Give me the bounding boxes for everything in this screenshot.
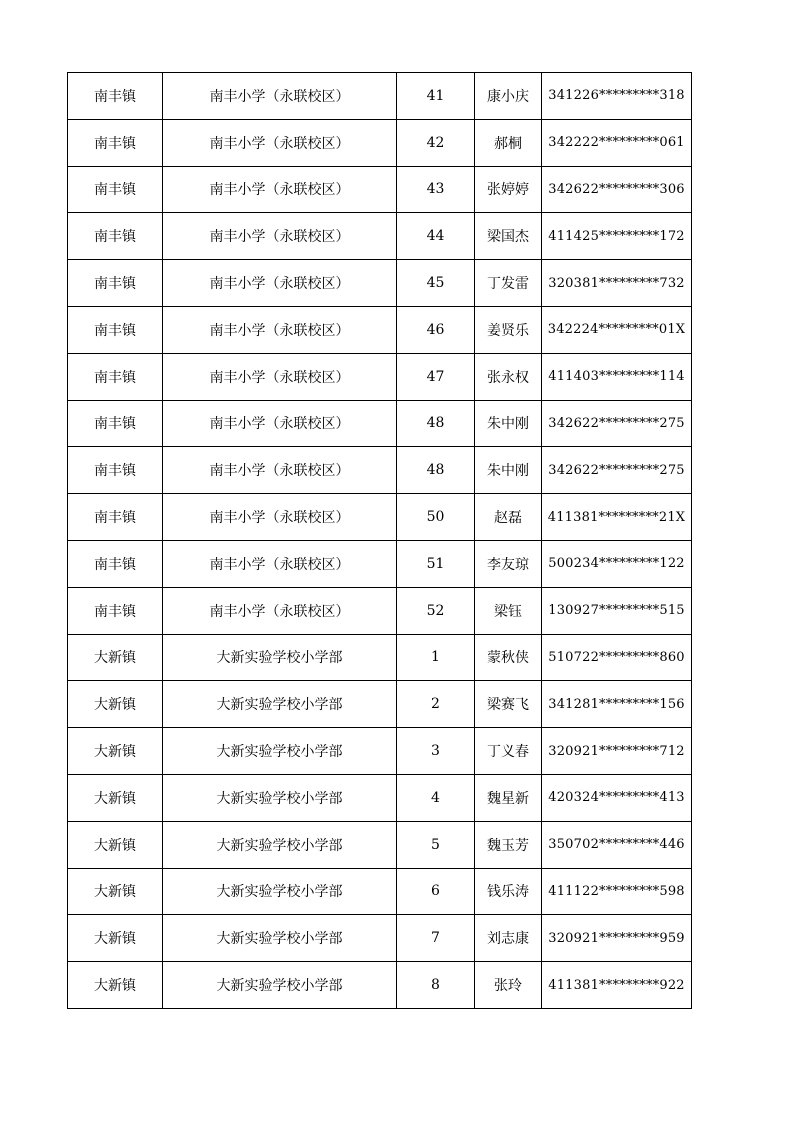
id-number-cell: 342622*********306 [542, 166, 692, 213]
person-name-cell: 刘志康 [475, 915, 542, 962]
id-number-cell: 500234*********122 [542, 540, 692, 587]
person-name-cell: 康小庆 [475, 73, 542, 120]
town-cell: 南丰镇 [68, 306, 163, 353]
school-cell: 南丰小学（永联校区） [163, 213, 397, 260]
table-row [68, 400, 692, 447]
school-cell: 大新实验学校小学部 [163, 728, 397, 775]
school-cell: 南丰小学（永联校区） [163, 119, 397, 166]
table-row [68, 868, 692, 915]
table-row [68, 73, 692, 120]
id-number-cell: 342224*********01X [542, 306, 692, 353]
id-number-cell: 341281*********156 [542, 681, 692, 728]
number-cell: 4 [397, 774, 475, 821]
person-name-cell: 丁发雷 [475, 260, 542, 307]
id-number-cell: 341226*********318 [542, 73, 692, 120]
id-number-cell: 411122*********598 [542, 868, 692, 915]
town-cell: 南丰镇 [68, 494, 163, 541]
table-row [68, 587, 692, 634]
number-cell: 52 [397, 587, 475, 634]
town-cell: 南丰镇 [68, 166, 163, 213]
person-name-cell: 张婷婷 [475, 166, 542, 213]
id-number-cell: 420324*********413 [542, 774, 692, 821]
number-cell: 46 [397, 306, 475, 353]
town-cell: 南丰镇 [68, 540, 163, 587]
town-cell: 南丰镇 [68, 213, 163, 260]
town-cell: 南丰镇 [68, 260, 163, 307]
person-name-cell: 蒙秋侠 [475, 634, 542, 681]
person-name-cell: 梁赛飞 [475, 681, 542, 728]
table-row [68, 494, 692, 541]
person-name-cell: 魏玉芳 [475, 821, 542, 868]
roster-table-body [68, 73, 692, 1009]
school-cell: 大新实验学校小学部 [163, 962, 397, 1009]
number-cell: 45 [397, 260, 475, 307]
town-cell: 大新镇 [68, 728, 163, 775]
person-name-cell: 梁钰 [475, 587, 542, 634]
id-number-cell: 130927*********515 [542, 587, 692, 634]
id-number-cell: 342622*********275 [542, 447, 692, 494]
school-cell: 大新实验学校小学部 [163, 634, 397, 681]
number-cell: 6 [397, 868, 475, 915]
id-number-cell: 350702*********446 [542, 821, 692, 868]
table-row [68, 306, 692, 353]
number-cell: 7 [397, 915, 475, 962]
roster-table [67, 72, 692, 1009]
town-cell: 大新镇 [68, 915, 163, 962]
table-row [68, 353, 692, 400]
number-cell: 51 [397, 540, 475, 587]
table-row [68, 821, 692, 868]
table-row [68, 915, 692, 962]
table-row [68, 540, 692, 587]
school-cell: 大新实验学校小学部 [163, 821, 397, 868]
town-cell: 南丰镇 [68, 400, 163, 447]
school-cell: 南丰小学（永联校区） [163, 587, 397, 634]
town-cell: 南丰镇 [68, 587, 163, 634]
school-cell: 大新实验学校小学部 [163, 681, 397, 728]
town-cell: 南丰镇 [68, 353, 163, 400]
town-cell: 南丰镇 [68, 119, 163, 166]
person-name-cell: 郝桐 [475, 119, 542, 166]
number-cell: 43 [397, 166, 475, 213]
school-cell: 南丰小学（永联校区） [163, 306, 397, 353]
town-cell: 南丰镇 [68, 447, 163, 494]
school-cell: 南丰小学（永联校区） [163, 400, 397, 447]
person-name-cell: 梁国杰 [475, 213, 542, 260]
id-number-cell: 320921*********712 [542, 728, 692, 775]
person-name-cell: 朱中刚 [475, 447, 542, 494]
number-cell: 2 [397, 681, 475, 728]
number-cell: 8 [397, 962, 475, 1009]
person-name-cell: 丁义春 [475, 728, 542, 775]
table-row [68, 447, 692, 494]
town-cell: 大新镇 [68, 634, 163, 681]
person-name-cell: 赵磊 [475, 494, 542, 541]
town-cell: 大新镇 [68, 774, 163, 821]
town-cell: 大新镇 [68, 868, 163, 915]
school-cell: 南丰小学（永联校区） [163, 73, 397, 120]
town-cell: 大新镇 [68, 681, 163, 728]
person-name-cell: 钱乐涛 [475, 868, 542, 915]
town-cell: 南丰镇 [68, 73, 163, 120]
person-name-cell: 姜贤乐 [475, 306, 542, 353]
table-row [68, 119, 692, 166]
person-name-cell: 李友琼 [475, 540, 542, 587]
number-cell: 5 [397, 821, 475, 868]
number-cell: 42 [397, 119, 475, 166]
id-number-cell: 411381*********21X [542, 494, 692, 541]
table-row [68, 166, 692, 213]
number-cell: 44 [397, 213, 475, 260]
school-cell: 南丰小学（永联校区） [163, 447, 397, 494]
table-row [68, 728, 692, 775]
school-cell: 南丰小学（永联校区） [163, 494, 397, 541]
table-row [68, 213, 692, 260]
id-number-cell: 342222*********061 [542, 119, 692, 166]
id-number-cell: 342622*********275 [542, 400, 692, 447]
person-name-cell: 魏星新 [475, 774, 542, 821]
table-row [68, 260, 692, 307]
town-cell: 大新镇 [68, 962, 163, 1009]
id-number-cell: 320381*********732 [542, 260, 692, 307]
person-name-cell: 朱中刚 [475, 400, 542, 447]
person-name-cell: 张玲 [475, 962, 542, 1009]
school-cell: 南丰小学（永联校区） [163, 166, 397, 213]
school-cell: 大新实验学校小学部 [163, 774, 397, 821]
town-cell: 大新镇 [68, 821, 163, 868]
number-cell: 48 [397, 400, 475, 447]
school-cell: 南丰小学（永联校区） [163, 540, 397, 587]
id-number-cell: 320921*********959 [542, 915, 692, 962]
table-row [68, 634, 692, 681]
id-number-cell: 411381*********922 [542, 962, 692, 1009]
table-row [68, 681, 692, 728]
number-cell: 41 [397, 73, 475, 120]
number-cell: 3 [397, 728, 475, 775]
school-cell: 南丰小学（永联校区） [163, 353, 397, 400]
table-row [68, 774, 692, 821]
id-number-cell: 411403*********114 [542, 353, 692, 400]
school-cell: 南丰小学（永联校区） [163, 260, 397, 307]
school-cell: 大新实验学校小学部 [163, 915, 397, 962]
number-cell: 48 [397, 447, 475, 494]
number-cell: 1 [397, 634, 475, 681]
number-cell: 50 [397, 494, 475, 541]
number-cell: 47 [397, 353, 475, 400]
id-number-cell: 411425*********172 [542, 213, 692, 260]
school-cell: 大新实验学校小学部 [163, 868, 397, 915]
person-name-cell: 张永权 [475, 353, 542, 400]
table-row [68, 962, 692, 1009]
id-number-cell: 510722*********860 [542, 634, 692, 681]
